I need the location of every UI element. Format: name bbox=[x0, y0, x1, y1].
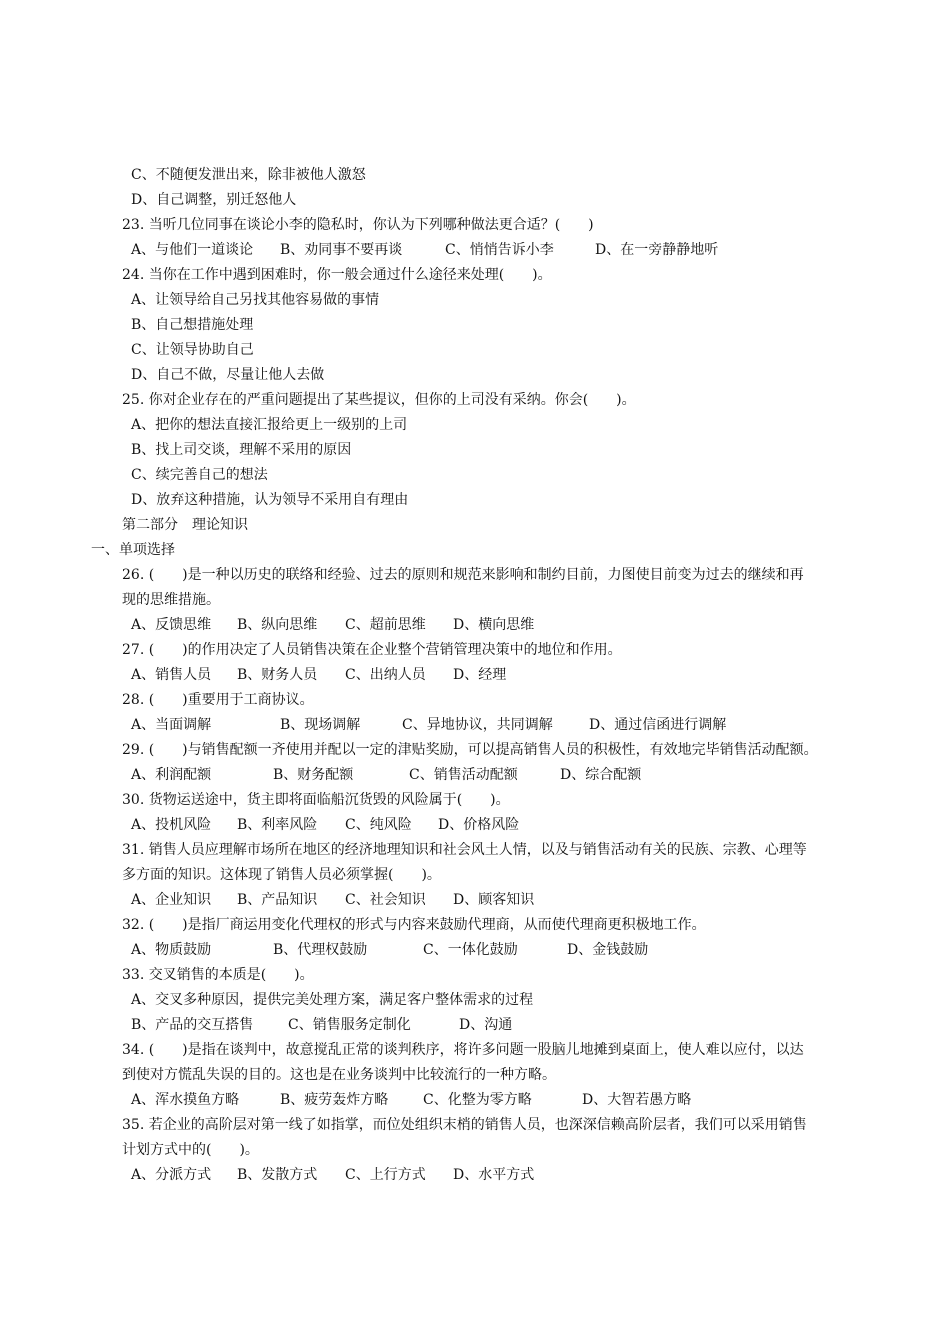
option-c: C、异地协议，共同调解 bbox=[402, 717, 553, 733]
q32-question: 32. ( )是指厂商运用变化代理权的形式与内容来鼓励代理商，从而使代理商更积极地工作。 bbox=[122, 917, 706, 933]
option-d: D、价格风险 bbox=[438, 817, 520, 833]
option-b: B、劝同事不要再谈 bbox=[280, 242, 403, 258]
q24-option-a: A、让领导给自己另找其他容易做的事情 bbox=[131, 292, 380, 308]
part-two-heading: 第二部分 理论知识 bbox=[122, 517, 248, 533]
q22-option-c: C、不随便发泄出来，除非被他人激怒 bbox=[131, 167, 366, 183]
option-a: A、销售人员 bbox=[131, 667, 212, 683]
option-a: A、分派方式 bbox=[131, 1167, 212, 1183]
option-d: D、金钱鼓励 bbox=[567, 942, 649, 958]
option-a: A、利润配额 bbox=[131, 767, 212, 783]
q23-question: 23. 当听几位同事在谈论小李的隐私时，你认为下列哪种做法更合适？( ) bbox=[122, 217, 594, 233]
q27-question: 27. ( )的作用决定了人员销售决策在企业整个营销管理决策中的地位和作用。 bbox=[122, 642, 622, 658]
q30-question: 30. 货物运送途中，货主即将面临船沉货毁的风险属于( )。 bbox=[122, 792, 510, 808]
option-b: B、代理权鼓励 bbox=[273, 942, 368, 958]
q33-question: 33. 交叉销售的本质是( )。 bbox=[122, 967, 314, 983]
q31-question-cont: 多方面的知识。这体现了销售人员必须掌握( )。 bbox=[122, 867, 441, 883]
option-d: D、大智若愚方略 bbox=[582, 1092, 692, 1108]
q22-option-d: D、自己调整，别迁怒他人 bbox=[131, 192, 297, 208]
q25-option-d: D、放弃这种措施，认为领导不采用自有理由 bbox=[131, 492, 409, 508]
q34-question: 34. ( )是指在谈判中，故意搅乱正常的谈判秩序，将许多问题一股脑儿地摊到桌面上，使人难以应付，以达 bbox=[122, 1042, 804, 1058]
option-b: B、财务人员 bbox=[237, 667, 318, 683]
option-c: C、超前思维 bbox=[345, 617, 426, 633]
option-c: C、化整为零方略 bbox=[423, 1092, 532, 1108]
option-a: A、浑水摸鱼方略 bbox=[131, 1092, 240, 1108]
q25-option-b: B、找上司交谈，理解不采用的原因 bbox=[131, 442, 352, 458]
option-d: D、顾客知识 bbox=[453, 892, 535, 908]
option-c: C、销售活动配额 bbox=[409, 767, 518, 783]
option-a: A、反馈思维 bbox=[131, 617, 212, 633]
section-heading: 一、单项选择 bbox=[91, 542, 175, 558]
option-b: B、发散方式 bbox=[237, 1167, 318, 1183]
option-d: D、综合配额 bbox=[560, 767, 642, 783]
option-b: B、疲劳轰炸方略 bbox=[280, 1092, 389, 1108]
option-a: A、企业知识 bbox=[131, 892, 212, 908]
option-b: B、财务配额 bbox=[273, 767, 354, 783]
q35-question-cont: 计划方式中的( )。 bbox=[122, 1142, 259, 1158]
q25-option-a: A、把你的想法直接汇报给更上一级别的上司 bbox=[131, 417, 408, 433]
option-c: C、出纳人员 bbox=[345, 667, 426, 683]
option-a: A、物质鼓励 bbox=[131, 942, 212, 958]
q26-question-cont: 现的思维措施。 bbox=[122, 592, 220, 608]
q25-option-c: C、续完善自己的想法 bbox=[131, 467, 268, 483]
q35-question: 35. 若企业的高阶层对第一线了如指掌，而位处组织末梢的销售人员，也深深信赖高阶层者，我们可以采用销售 bbox=[122, 1117, 807, 1133]
option-d: D、沟通 bbox=[459, 1017, 513, 1033]
q28-question: 28. ( )重要用于工商协议。 bbox=[122, 692, 314, 708]
q29-question: 29. ( )与销售配额一齐使用并配以一定的津贴奖励，可以提高销售人员的积极性，有效地完毕销售活动配额。 bbox=[122, 742, 818, 758]
q24-question: 24. 当你在工作中遇到困难时，你一般会通过什么途径来处理( )。 bbox=[122, 267, 552, 283]
option-d: D、通过信函进行调解 bbox=[589, 717, 727, 733]
q25-question: 25. 你对企业存在的严重问题提出了某些提议，但你的上司没有采纳。你会( )。 bbox=[122, 392, 636, 408]
q31-question: 31. 销售人员应理解市场所在地区的经济地理知识和社会风土人情，以及与销售活动有关的民族、宗教、心理等 bbox=[122, 842, 807, 858]
option-c: C、社会知识 bbox=[345, 892, 426, 908]
q24-option-b: B、自己想措施处理 bbox=[131, 317, 254, 333]
option-a: A、与他们一道谈论 bbox=[131, 242, 254, 258]
option-b: B、现场调解 bbox=[280, 717, 361, 733]
q24-option-d: D、自己不做，尽量让他人去做 bbox=[131, 367, 325, 383]
option-d: D、横向思维 bbox=[453, 617, 535, 633]
option-a: A、当面调解 bbox=[131, 717, 212, 733]
option-b: B、产品知识 bbox=[237, 892, 318, 908]
q33-option-a: A、交叉多种原因，提供完美处理方案，满足客户整体需求的过程 bbox=[131, 992, 534, 1008]
option-c: C、销售服务定制化 bbox=[288, 1017, 411, 1033]
option-c: C、上行方式 bbox=[345, 1167, 426, 1183]
option-b: B、纵向思维 bbox=[237, 617, 318, 633]
option-b: B、利率风险 bbox=[237, 817, 318, 833]
q24-option-c: C、让领导协助自己 bbox=[131, 342, 254, 358]
option-c: C、悄悄告诉小李 bbox=[445, 242, 554, 258]
option-a: A、投机风险 bbox=[131, 817, 212, 833]
option-c: C、纯风险 bbox=[345, 817, 412, 833]
option-d: D、水平方式 bbox=[453, 1167, 535, 1183]
option-d: D、在一旁静静地听 bbox=[595, 242, 719, 258]
option-b: B、产品的交互搭售 bbox=[131, 1017, 254, 1033]
option-d: D、经理 bbox=[453, 667, 507, 683]
option-c: C、一体化鼓励 bbox=[423, 942, 518, 958]
q34-question-cont: 到使对方慌乱失误的目的。这也是在业务谈判中比较流行的一种方略。 bbox=[122, 1067, 556, 1083]
q26-question: 26. ( )是一种以历史的联络和经验、过去的原则和规范来影响和制约目前，力图使目前变为过去的继续和再 bbox=[122, 567, 804, 583]
